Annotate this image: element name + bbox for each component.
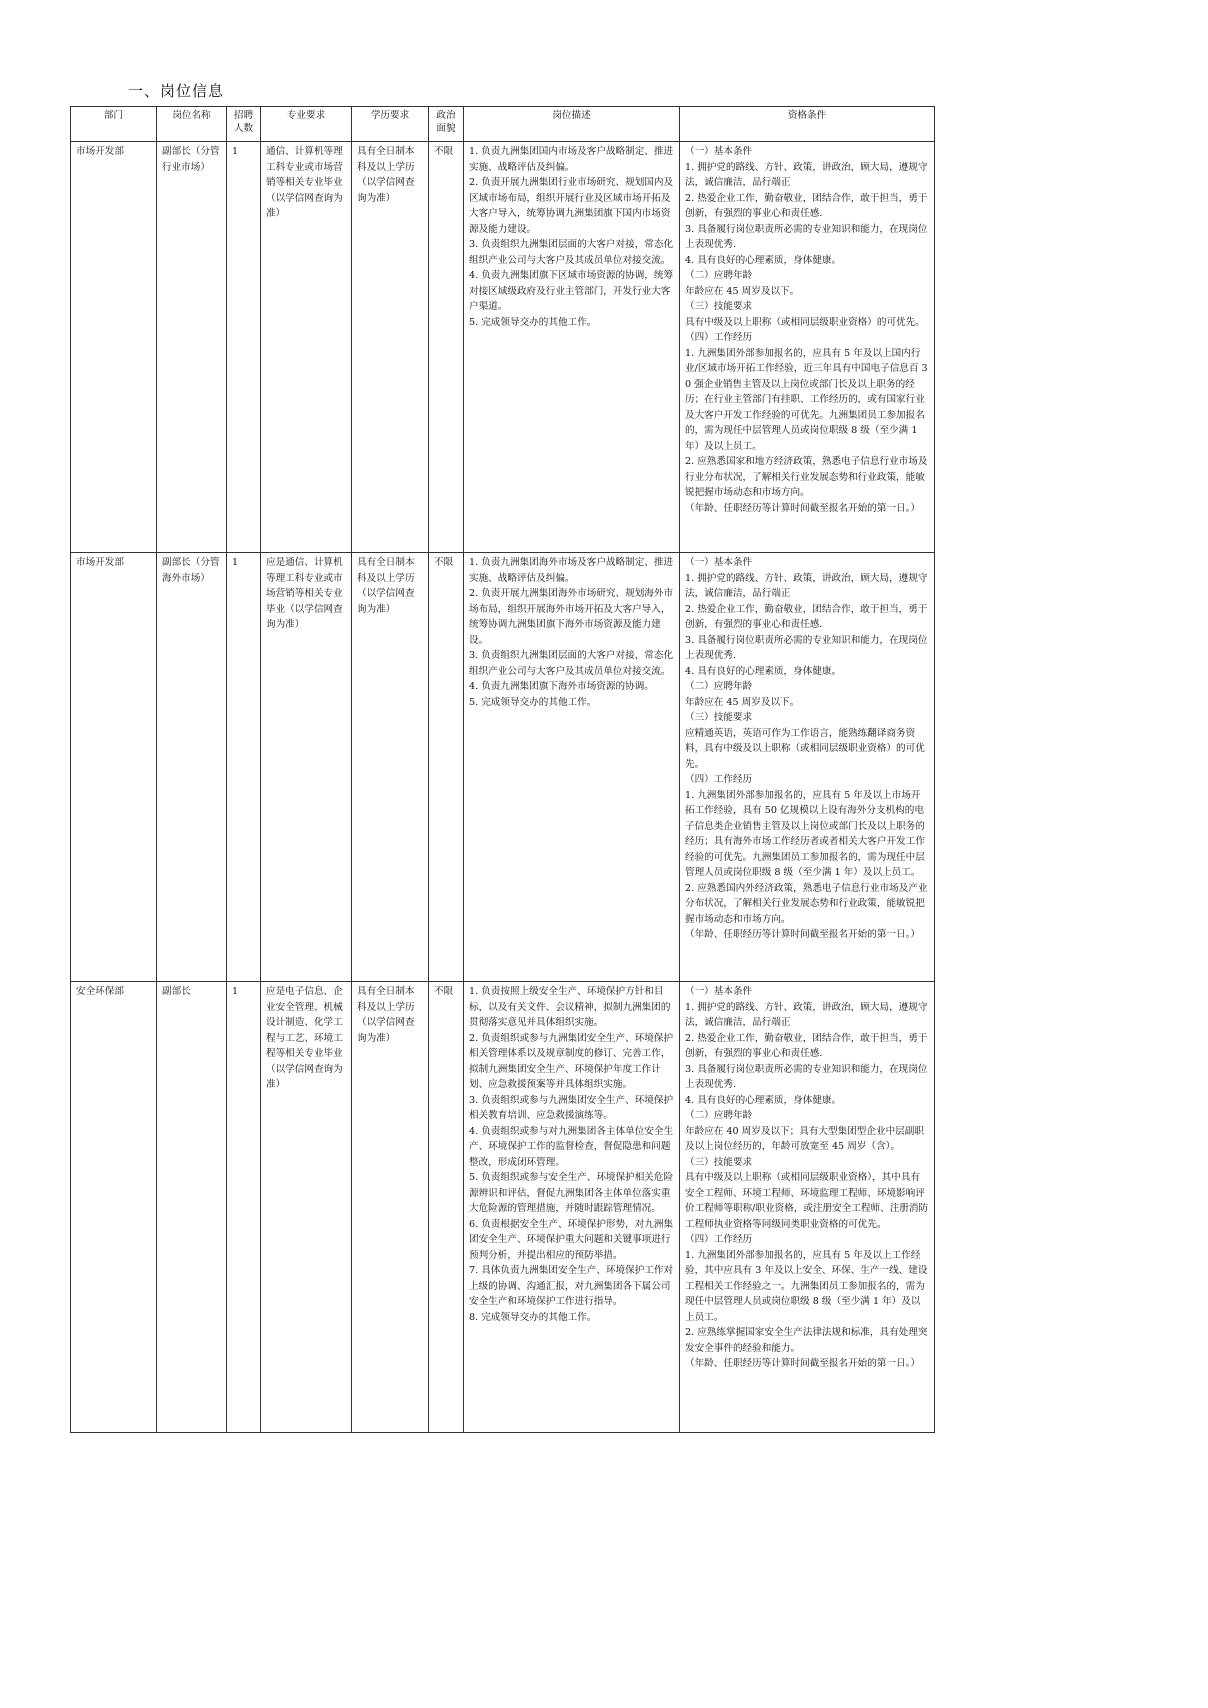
desc-line: 4. 负责九洲集团旗下区域市场资源的协调，统筹对接区域级政府及行业主管部门，开发行业大客户渠道。 bbox=[469, 270, 674, 312]
cell-num: 1 bbox=[227, 142, 261, 553]
qual-line: （一）基本条件 bbox=[685, 557, 753, 568]
desc-line: 1. 负责九洲集团国内市场及客户战略制定、推进实施、战略评估及纠偏。 bbox=[469, 146, 674, 173]
qual-line: 2. 应熟悉国内外经济政策，熟悉电子信息行业市场及产业分布状况，了解相关行业发展态势和行业政策，能敏锐把握市场动态和市场方向。 bbox=[685, 882, 928, 925]
desc-line: 5. 完成领导交办的其他工作。 bbox=[469, 696, 597, 708]
cell-edu: 具有全日制本科及以上学历（以学信网查询为准） bbox=[352, 142, 429, 553]
cell-dept: 市场开发部 bbox=[71, 553, 157, 982]
desc-line: 6. 负责根据安全生产、环境保护形势，对九洲集团安全生产、环境保护重大问题和关键事项进行预判分析，并提出相应的预防举措。 bbox=[469, 1218, 674, 1261]
cell-dept: 安全环保部 bbox=[71, 982, 157, 1433]
desc-line: 2. 负责组织或参与九洲集团安全生产、环境保护相关管理体系以及规章制度的修订、完善工作，拟制九洲集团安全生产、环境保护年度工作计划、应急救援预案等并具体组织实施。 bbox=[469, 1032, 674, 1090]
desc-line: 5. 完成领导交办的其他工作。 bbox=[469, 316, 597, 328]
cell-dept: 市场开发部 bbox=[71, 142, 157, 553]
cell-edu: 具有全日制本科及以上学历（以学信网查询为准） bbox=[352, 553, 429, 982]
header-pol: 政治面貌 bbox=[429, 107, 464, 142]
section-title: 一、岗位信息 bbox=[128, 82, 225, 100]
qual-line: 1. 拥护党的路线、方针、政策，讲政治，顾大局，遵规守法，诚信廉洁，品行端正 bbox=[685, 1001, 928, 1028]
header-desc: 岗位描述 bbox=[464, 107, 680, 142]
qual-line: 1. 九洲集团外部参加报名的，应具有 5 年及以上国内行业/区域市场开拓工作经验，近三年具有中国电子信息百 30 强企业销售主管及以上岗位或部门长及以上职务的经历；在行业主管部门有挂职、工作经历的，或有国家行业及大客户开发工作经验的可优先。九洲集团员工参加报名的，需为现任中层管理人员或岗位职级 8 级（至少满 1 年）及以上员工。 bbox=[685, 347, 928, 452]
qual-line: 应精通英语，英语可作为工作语言，能熟练翻译商务资料，具有中级及以上职称（或相同层级职业资格）的可优先。 bbox=[685, 727, 925, 770]
qual-line: 1. 九洲集团外部参加报名的，应具有 5 年及以上市场开拓工作经验，具有 50 亿规模以上设有海外分支机构的电子信息类企业销售主管及以上岗位或部门长及以上职务的经历；具有海外市场工作经历者或者相关大客户开发工作经验的可优先。九洲集团员工参加报名的，需为现任中层管理人员或岗位职级 8 级（至少满 1 年）及以上员工。 bbox=[685, 789, 925, 878]
cell-title: 副部长（分管行业市场） bbox=[157, 142, 227, 553]
desc-line: 5. 负责组织或参与安全生产、环境保护相关危险源辨识和评估，督促九洲集团各主体单位落实重大危险源的管理措施，并随时跟踪管理情况。 bbox=[469, 1172, 674, 1214]
header-qual: 资格条件 bbox=[680, 107, 935, 142]
cell-pol: 不限 bbox=[429, 142, 464, 553]
cell-num: 1 bbox=[227, 982, 261, 1433]
cell-major: 通信、计算机等理工科专业或市场营销等相关专业毕业（以学信网查询为准） bbox=[261, 142, 352, 553]
cell-title: 副部长（分管海外市场） bbox=[157, 553, 227, 982]
cell-major: 应是电子信息、企业安全管理、机械设计制造、化学工程与工艺、环境工程等相关专业毕业（以学信网查询为准） bbox=[261, 982, 352, 1433]
qual-line: 1. 九洲集团外部参加报名的，应具有 5 年及以上工作经验，其中应具有 3 年及以上安全、环保、生产一线、建设工程相关工作经验之一。九洲集团员工参加报名的，需为现任中层管理人员或岗位职级 8 级（至少满 1 年）及以上员工。 bbox=[685, 1249, 928, 1323]
table-row bbox=[71, 982, 935, 1433]
qual-line: （一）基本条件 bbox=[685, 986, 753, 997]
qual-line: 1. 拥护党的路线、方针、政策，讲政治，顾大局，遵规守法，诚信廉洁，品行端正 bbox=[685, 572, 928, 599]
qual-line: （一）基本条件 bbox=[685, 146, 753, 157]
cell-desc bbox=[464, 553, 680, 982]
desc-line: 3. 负责组织九洲集团层面的大客户对接，常态化组织产业公司与大客户及其成员单位对接交流。 bbox=[469, 239, 674, 266]
qual-line: 1. 拥护党的路线、方针、政策，讲政治，顾大局，遵规守法，诚信廉洁，品行端正 bbox=[685, 161, 928, 188]
cell-desc bbox=[464, 982, 680, 1433]
desc-line: 2. 负责开展九洲集团行业市场研究、规划国内及区域市场布局，组织开展行业及区域市场开拓及大客户导入，统筹协调九洲集团旗下国内市场资源及能力建设。 bbox=[469, 177, 674, 235]
qual-line: （四）工作经历 bbox=[685, 332, 753, 343]
cell-edu: 具有全日制本科及以上学历（以学信网查询为准） bbox=[352, 982, 429, 1433]
table-row bbox=[71, 142, 935, 553]
qual-line: （年龄、任职经历等计算时间截至报名开始的第一日。） bbox=[685, 929, 921, 940]
cell-title: 副部长 bbox=[157, 982, 227, 1433]
qual-line: 2. 热爱企业工作，勤奋敬业，团结合作，敢于担当，勇于创新，有强烈的事业心和责任感. bbox=[685, 603, 928, 630]
qual-line: 年龄应在 45 周岁及以下。 bbox=[685, 696, 800, 708]
qual-line: 4. 具有良好的心理素质，身体健康。 bbox=[685, 1094, 842, 1106]
qual-line: （年龄、任职经历等计算时间截至报名开始的第一日。） bbox=[685, 502, 921, 514]
qual-line: 2. 热爱企业工作，勤奋敬业，团结合作，敢于担当，勇于创新，有强烈的事业心和责任感. bbox=[685, 1032, 928, 1059]
qual-line: （二）应聘年龄 bbox=[685, 1110, 753, 1121]
cell-desc bbox=[464, 142, 680, 553]
qual-line: 2. 应熟练掌握国家安全生产法律法规和标准，具有处理突发安全事件的经验和能力。 bbox=[685, 1327, 928, 1354]
header-dept: 部门 bbox=[71, 107, 157, 142]
desc-line: 1. 负责按照上级安全生产、环境保护方针和目标，以及有关文件、会议精神，拟制九洲集团的贯彻落实意见并具体组织实施。 bbox=[469, 986, 671, 1028]
qual-line: （三）技能要求 bbox=[685, 301, 753, 312]
desc-line: 4. 负责组织或参与对九洲集团各主体单位安全生产、环境保护工作的监督检查，督促隐患和问题整改，形成闭环管理。 bbox=[469, 1125, 674, 1168]
qual-line: 年龄应在 45 周岁及以下。 bbox=[685, 285, 800, 297]
qual-line: （四）工作经历 bbox=[685, 1234, 753, 1245]
qual-line: 3. 具备履行岗位职责所必需的专业知识和能力，在现岗位上表现优秀. bbox=[685, 223, 928, 250]
cell-major: 应是通信、计算机等理工科专业或市场营销等相关专业毕业（以学信网查询为准） bbox=[261, 553, 352, 982]
qual-line: （三）技能要求 bbox=[685, 1156, 753, 1168]
position-table bbox=[70, 106, 935, 1433]
qual-line: 具有中级及以上职称（或相同层级职业资格），其中具有安全工程师、环境工程师、环境监理工程师、环境影响评价工程师等职称/职业资格，或注册安全工程师、注册消防工程师执业资格等同级同类职业资格的可优先。 bbox=[685, 1172, 929, 1230]
desc-line: 4. 负责九洲集团旗下海外市场资源的协调。 bbox=[469, 681, 654, 692]
desc-line: 7. 具体负责九洲集团安全生产、环境保护工作对上级的协调、沟通汇报，对九洲集团各下属公司安全生产和环境保护工作进行指导。 bbox=[469, 1265, 674, 1307]
desc-line: 1. 负责九洲集团海外市场及客户战略制定、推进实施、战略评估及纠偏。 bbox=[469, 557, 674, 584]
qual-line: 2. 热爱企业工作，勤奋敬业，团结合作，敢于担当，勇于创新，有强烈的事业心和责任感. bbox=[685, 192, 928, 219]
qual-line: 3. 具备履行岗位职责所必需的专业知识和能力，在现岗位上表现优秀. bbox=[685, 1063, 928, 1090]
qual-line: （二）应聘年龄 bbox=[685, 681, 753, 692]
header-edu: 学历要求 bbox=[352, 107, 429, 142]
qual-line: 4. 具有良好的心理素质，身体健康。 bbox=[685, 665, 842, 677]
qual-line: 2. 应熟悉国家和地方经济政策，熟悉电子信息行业市场及行业分布状况，了解相关行业发展态势和行业政策，能敏锐把握市场动态和市场方向。 bbox=[685, 456, 928, 498]
desc-line: 2. 负责开展九洲集团海外市场研究、规划海外市场布局，组织开展海外市场开拓及大客户导入，统筹协调九洲集团旗下海外市场资源及能力建设。 bbox=[469, 588, 674, 646]
desc-line: 3. 负责组织九洲集团层面的大客户对接，常态化组织产业公司与大客户及其成员单位对接交流。 bbox=[469, 650, 674, 677]
cell-pol: 不限 bbox=[429, 982, 464, 1433]
cell-qual bbox=[680, 142, 935, 553]
qual-line: （二）应聘年龄 bbox=[685, 270, 753, 281]
header-num: 招聘人数 bbox=[227, 107, 261, 142]
header-title: 岗位名称 bbox=[157, 107, 227, 142]
qual-line: （三）技能要求 bbox=[685, 712, 753, 723]
table-row bbox=[71, 553, 935, 982]
qual-line: 年龄应在 40 周岁及以下；具有大型集团型企业中层副职及以上岗位经历的，年龄可放宽至 45 周岁（含）。 bbox=[685, 1125, 924, 1152]
table-header-row bbox=[71, 107, 935, 142]
cell-pol: 不限 bbox=[429, 553, 464, 982]
desc-line: 3. 负责组织或参与九洲集团安全生产、环境保护相关教育培训、应急救援演练等。 bbox=[469, 1094, 674, 1121]
cell-qual bbox=[680, 982, 935, 1433]
qual-line: 3. 具备履行岗位职责所必需的专业知识和能力，在现岗位上表现优秀. bbox=[685, 634, 928, 661]
qual-line: 具有中级及以上职称（或相同层级职业资格）的可优先。 bbox=[685, 316, 925, 328]
header-major: 专业要求 bbox=[261, 107, 352, 142]
qual-line: （年龄、任职经历等计算时间截至报名开始的第一日。） bbox=[685, 1358, 921, 1369]
qual-line: 4. 具有良好的心理素质，身体健康。 bbox=[685, 254, 842, 266]
cell-num: 1 bbox=[227, 553, 261, 982]
cell-qual bbox=[680, 553, 935, 982]
qual-line: （四）工作经历 bbox=[685, 774, 753, 785]
desc-line: 8. 完成领导交办的其他工作。 bbox=[469, 1311, 597, 1323]
